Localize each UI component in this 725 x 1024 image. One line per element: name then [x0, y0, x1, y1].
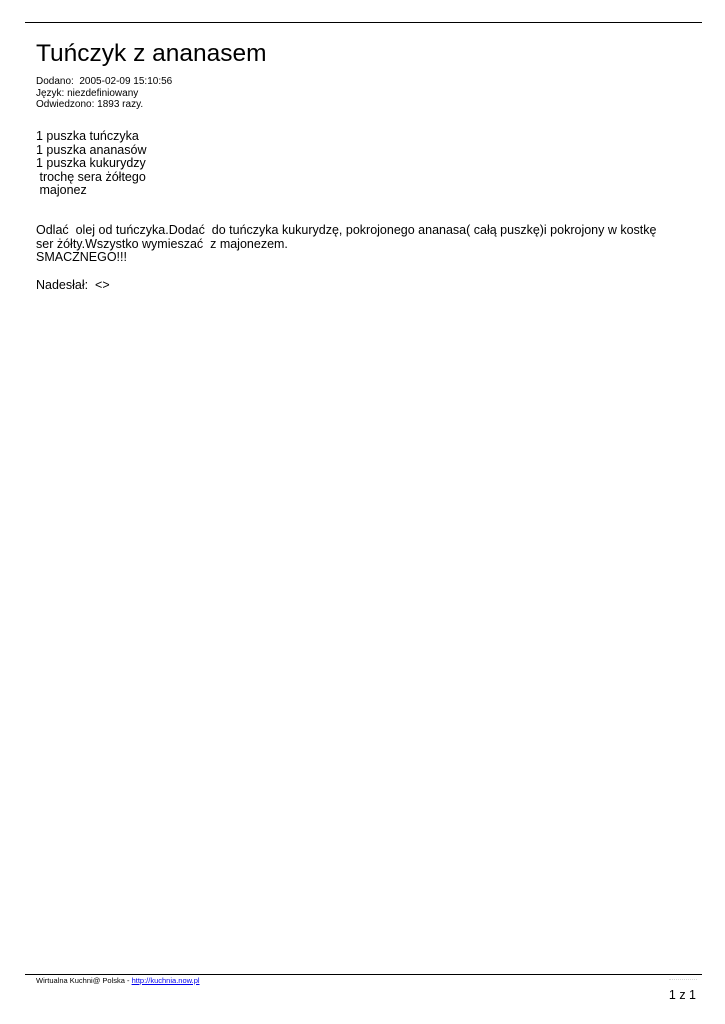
- footer-site-name: Wirtualna Kuchni@ Polska -: [36, 976, 132, 985]
- page-title: Tuńczyk z ananasem: [36, 40, 267, 67]
- footer-site-link[interactable]: http://kuchnia.now.pl: [131, 976, 200, 985]
- instruction-line: Odlać olej od tuńczyka.Dodać do tuńczyka kukurydzę, pokrojonego ananasa( całą puszkę)i pokrojony w kostkę: [36, 223, 657, 237]
- page-number: 1 z 1: [668, 988, 696, 1002]
- footer-faint-mark: [669, 979, 697, 980]
- ingredient-item: 1 puszka tuńczyka: [36, 129, 139, 143]
- ingredient-item: 1 puszka kukurydzy: [36, 156, 146, 171]
- meta-added: Dodano: 2005-02-09 15:10:56: [36, 76, 173, 87]
- instructions: [36, 224, 696, 265]
- recipe-meta: [36, 76, 172, 111]
- instruction-line: SMACZNEGO!!!: [36, 250, 127, 265]
- ingredient-item: 1 puszka ananasów: [36, 142, 147, 157]
- ingredient-item: trochę sera żółtego: [36, 169, 146, 184]
- meta-visited: Odwiedzono: 1893 razy.: [36, 99, 144, 110]
- footer-source: [36, 976, 200, 985]
- header-divider: [25, 22, 702, 23]
- instruction-line: ser żółty.Wszystko wymieszać z majonezem.: [36, 236, 288, 251]
- ingredient-item: majonez: [36, 183, 87, 198]
- footer-divider: [25, 974, 702, 975]
- ingredient-list: [36, 130, 147, 198]
- author-line: Nadesłał: <>: [36, 278, 110, 292]
- meta-language: Język: niezdefiniowany: [36, 87, 139, 99]
